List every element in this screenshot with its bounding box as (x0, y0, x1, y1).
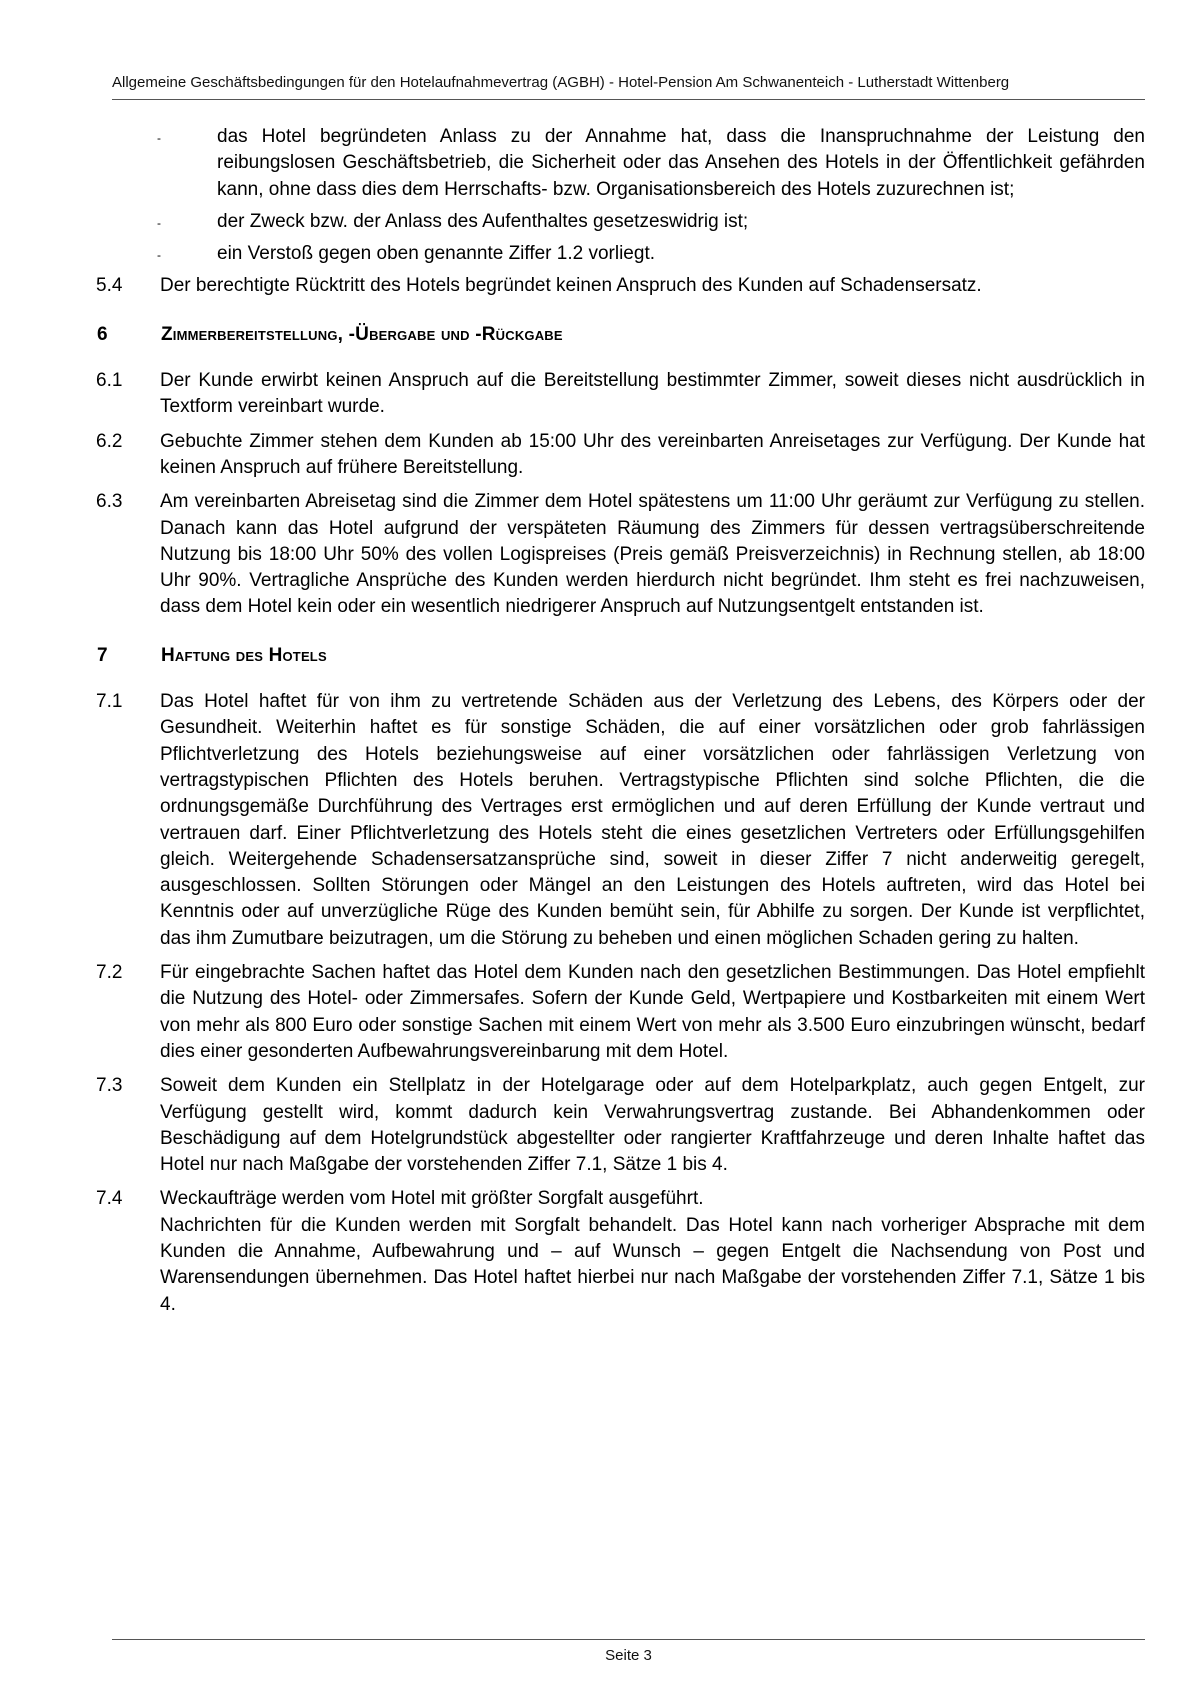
clause-text: Am vereinbarten Abreisetag sind die Zimmer dem Hotel spätestens um 11:00 Uhr geräumt zur Verfügung zu stellen. Danach kann das Hotel aufgrund der verspäteten Räumung des Zimmers für dessen vertragsüberschreitende Nutzung bis 18:00 Uhr 50% des vollen Logispreises (Preis gemäß Preisverzeichnis) in Rechnung stellen, ab 18:00 Uhr 90%. Vertragliche Ansprüche des Kunden werden hierdurch nicht begründet. Ihm steht es frei nachzuweisen, dass dem Hotel kein oder ein wesentlich niedrigerer Anspruch auf Nutzungsentgelt entstanden ist. (160, 491, 1145, 618)
clause-text: Der berechtigte Rücktritt des Hotels begründet keinen Anspruch des Kunden auf Schadensersatz. (160, 275, 982, 297)
section-title: Haftung des Hotels (161, 644, 327, 666)
clause-5-4 (95, 273, 1145, 299)
clause-number: 7.2 (96, 962, 123, 984)
section-title: Zimmerbereitstellung, -Übergabe und -Rückgabe (161, 323, 563, 345)
clause-text: Das Hotel haftet für von ihm zu vertretende Schäden aus der Verletzung des Lebens, des Körpers oder der Gesundheit. Weiterhin haftet es für sonstige Schäden, die auf einer vorsätzlichen oder grob fahrlässigen Pflichtverletzung des Hotels beziehungsweise auf einer vorsätzlichen oder fahrlässigen Verletzung von vertragstypischen Pflichten des Hotels beruhen. Vertragstypische Pflichten sind solche Pflichten, die die ordnungsgemäße Durchführung des Vertrages erst ermöglichen und auf deren Erfüllung der Kunde vertraut und vertrauen darf. Einer Pflichtverletzung des Hotels steht die eines gesetzlichen Vertreters oder Erfüllungsgehilfen gleich. Weitergehende Schadensersatzansprüche sind, soweit in dieser Ziffer 7 nicht anderweitig geregelt, ausgeschlossen. Sollten Störungen oder Mängel an den Leistungen des Hotels auftreten, wird das Hotel bei Kenntnis oder auf unverzügliche Rüge des Kunden bemüht sein, für Abhilfe zu sorgen. Der Kunde ist verpflichtet, das ihm Zumutbare beizutragen, um die Störung zu beheben und einen möglichen Schaden gering zu halten. (160, 691, 1145, 949)
clause-number: 7.4 (96, 1188, 123, 1210)
list-item-text: das Hotel begründeten Anlass zu der Annahme hat, dass die Inanspruchnahme der Leistung den reibungslosen Geschäftsbetrieb, die Sicherheit oder das Ansehen des Hotels in der Öffentlichkeit gefährden kann, ohne dass dies dem Herrschafts- bzw. Organisationsbereich des Hotels zuzurechnen ist; (217, 126, 1145, 200)
clause-6-3 (95, 489, 1145, 620)
list-item-text: ein Verstoß gegen oben genannte Ziffer 1.2 vorliegt. (217, 243, 656, 265)
clause-text-continued: Nachrichten für die Kunden werden mit Sorgfalt behandelt. Das Hotel kann nach vorheriger Absprache mit dem Kunden die Annahme, Aufbewahrung und – auf Wunsch – gegen Entgelt die Nachsendung von Post und Warensendungen übernehmen. Das Hotel haftet hierbei nur nach Maßgabe der vorstehenden Ziffer 7.1, Sätze 1 bis 4. (160, 1214, 1145, 1315)
bullet-dash: - (157, 248, 161, 263)
clause-number: 5.4 (96, 275, 123, 297)
section-number: 7 (97, 644, 108, 666)
page-number: Seite 3 (605, 1647, 652, 1664)
clause-6-2 (95, 429, 1145, 482)
footer-divider (112, 1639, 1145, 1640)
list-item (95, 241, 1145, 267)
clause-number: 6.1 (96, 370, 123, 392)
clause-6-1 (95, 368, 1145, 421)
clause-text: Weckaufträge werden vom Hotel mit größter Sorgfalt ausgeführt. (160, 1188, 704, 1210)
clause-text: Gebuchte Zimmer stehen dem Kunden ab 15:00 Uhr des vereinbarten Anreisetages zur Verfügung. Der Kunde hat keinen Anspruch auf frühere Bereitstellung. (160, 430, 1145, 478)
header-divider (112, 99, 1145, 100)
section-heading-6 (95, 322, 1145, 348)
document-body (95, 124, 1145, 1318)
clause-7-4 (95, 1186, 1145, 1317)
clause-text-block (160, 1186, 1145, 1317)
clause-text: Soweit dem Kunden ein Stellplatz in der Hotelgarage oder auf dem Hotelparkplatz, auch gegen Entgelt, zur Verfügung gestellt wird, kommt dadurch kein Verwahrungsvertrag zustande. Bei Abhandenkommen oder Beschädigung auf dem Hotelgrundstück abgestellter oder rangierter Kraftfahrzeuge und deren Inhalte haftet das Hotel nur nach Maßgabe der vorstehenden Ziffer 7.1, Sätze 1 bis 4. (160, 1075, 1145, 1176)
clause-number: 7.1 (96, 691, 123, 713)
bullet-dash: - (157, 215, 161, 230)
list-item (95, 209, 1145, 235)
list-item-text: der Zweck bzw. der Anlass des Aufenthaltes gesetzeswidrig ist; (217, 210, 749, 232)
clause-number: 6.3 (96, 491, 123, 513)
clause-7-1 (95, 689, 1145, 952)
clause-7-3 (95, 1073, 1145, 1178)
clause-text: Der Kunde erwirbt keinen Anspruch auf die Bereitstellung bestimmter Zimmer, soweit dieses nicht ausdrücklich in Textform vereinbart wurde. (160, 370, 1145, 418)
document-header: Allgemeine Geschäftsbedingungen für den Hotelaufnahmevertrag (AGBH) - Hotel-Pension Am Schwanenteich - Lutherstadt Wittenberg (112, 74, 1010, 91)
section-heading-7 (95, 643, 1145, 669)
clause-number: 7.3 (96, 1075, 123, 1097)
clause-text: Für eingebrachte Sachen haftet das Hotel dem Kunden nach den gesetzlichen Bestimmungen. Das Hotel empfiehlt die Nutzung des Hotel- oder Zimmersafes. Sofern der Kunde Geld, Wertpapiere und Kostbarkeiten mit einem Wert von mehr als 800 Euro oder sonstige Sachen mit einem Wert von mehr als 3.500 Euro einzubringen wünscht, bedarf dies einer gesonderten Aufbewahrungsvereinbarung mit dem Hotel. (160, 962, 1145, 1062)
bullet-dash: - (157, 131, 161, 145)
section-number: 6 (97, 323, 108, 345)
list-item (95, 124, 1145, 203)
clause-number: 6.2 (96, 430, 123, 452)
clause-7-2 (95, 960, 1145, 1065)
